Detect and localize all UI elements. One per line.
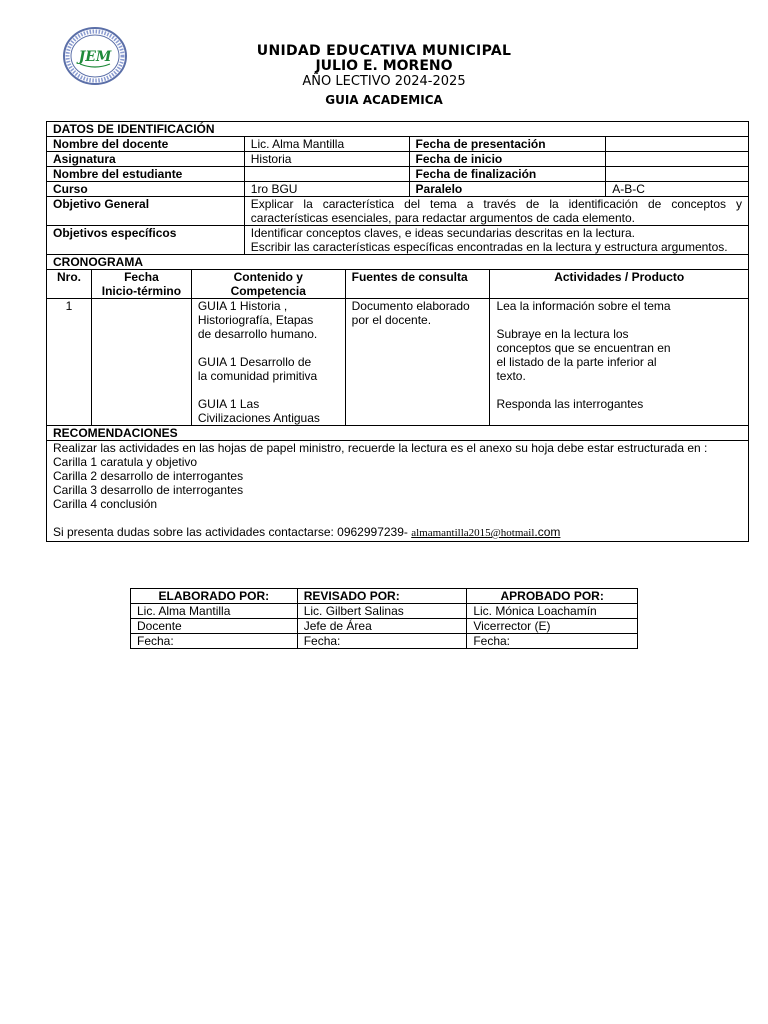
objetivo-general-label: Objetivo General — [47, 197, 245, 226]
contenido-line: Civilizaciones Antiguas — [197, 411, 320, 425]
fecha-final-label: Fecha de finalización — [409, 167, 606, 182]
fecha-inicio-value[interactable] — [606, 152, 749, 167]
sig-name-1: Lic. Alma Mantilla — [131, 604, 298, 619]
objetivo-especifico-2: Escribir las características específicas encontradas en la lectura y estructura argumentos. — [250, 240, 728, 254]
actividad-line: Responda las interrogantes — [496, 397, 644, 411]
row-nro: 1 — [47, 299, 92, 426]
document-title: GUIA ACADEMICA — [325, 93, 443, 107]
fuentes-line: Documento elaborado — [351, 299, 470, 313]
col-header-fecha-line1: Fecha — [124, 270, 159, 284]
col-header-fecha — [91, 270, 191, 299]
actividad-line: conceptos que se encuentran en — [496, 341, 671, 355]
academic-guide-table — [46, 121, 749, 542]
estudiante-label: Nombre del estudiante — [47, 167, 245, 182]
estudiante-value[interactable] — [244, 167, 409, 182]
contact-line — [53, 525, 742, 541]
asignatura-label: Asignatura — [47, 152, 245, 167]
carilla-4: Carilla 4 conclusión — [53, 497, 158, 511]
contenido-line: GUIA 1 Desarrollo de — [197, 355, 312, 369]
school-logo — [62, 26, 128, 86]
objetivo-general-value: Explicar la característica del tema a través de la identificación de conceptos y características esenciales, para redactar argumentos de cada elemento. — [244, 197, 748, 226]
email-user: almamantilla2015@hotmail — [411, 527, 535, 539]
actividad-line: Lea la información sobre el tema — [496, 299, 671, 313]
carilla-1: Carilla 1 caratula y objetivo — [53, 455, 198, 469]
sig-role-3: Vicerrector (E) — [467, 619, 638, 634]
actividad-line: Subraye en la lectura los — [496, 327, 629, 341]
col-header-contenido — [191, 270, 345, 299]
sig-date-2: Fecha: — [297, 634, 467, 649]
actividad-line: texto. — [496, 369, 526, 383]
contact-text: Si presenta dudas sobre las actividades contactarse: 0962997239- — [53, 525, 412, 539]
fuentes-line: por el docente. — [351, 313, 432, 327]
sig-date-3: Fecha: — [467, 634, 638, 649]
col-header-fecha-line2: Inicio-término — [101, 284, 182, 298]
section-identification: DATOS DE IDENTIFICACIÓN — [47, 122, 749, 137]
fecha-inicio-label: Fecha de inicio — [409, 152, 606, 167]
sig-header-aprobado: APROBADO POR: — [467, 589, 638, 604]
section-recomendaciones: RECOMENDACIONES — [47, 426, 749, 441]
objetivos-especificos-label: Objetivos específicos — [47, 226, 245, 255]
objetivo-especifico-1: Identificar conceptos claves, e ideas secundarias descritas en la lectura. — [250, 226, 635, 240]
recomendaciones-body — [47, 441, 749, 542]
col-header-contenido-line1: Contenido y — [233, 270, 303, 284]
sig-role-1: Docente — [131, 619, 298, 634]
contenido-line: la comunidad primitiva — [197, 369, 318, 383]
asignatura-value: Historia — [244, 152, 409, 167]
col-header-contenido-line2: Competencia — [230, 284, 306, 298]
school-name: UNIDAD EDUCATIVA MUNICIPAL — [256, 43, 512, 59]
contenido-line: Historiografía, Etapas — [197, 313, 314, 327]
contenido-line: GUIA 1 Historia , — [197, 299, 288, 313]
col-header-nro: Nro. — [47, 270, 92, 299]
col-header-actividades: Actividades / Producto — [490, 270, 749, 299]
fecha-presentacion-label: Fecha de presentación — [409, 137, 606, 152]
signatures-table — [130, 588, 638, 649]
docente-value: Lic. Alma Mantilla — [244, 137, 409, 152]
row-fecha — [91, 299, 191, 426]
row-contenido — [191, 299, 345, 426]
curso-label: Curso — [47, 182, 245, 197]
school-subname: JULIO E. MORENO — [315, 58, 453, 74]
section-cronograma: CRONOGRAMA — [47, 255, 749, 270]
paralelo-value: A-B-C — [606, 182, 749, 197]
paralelo-label: Paralelo — [409, 182, 606, 197]
sig-header-elaborado: ELABORADO POR: — [131, 589, 298, 604]
sig-name-3: Lic. Mónica Loachamín — [467, 604, 638, 619]
actividad-line: el listado de la parte inferior al — [496, 355, 657, 369]
docente-label: Nombre del docente — [47, 137, 245, 152]
email-tld: .com — [534, 525, 561, 539]
contenido-line: GUIA 1 Las — [197, 397, 260, 411]
recomendacion-text: Realizar las actividades en las hojas de papel ministro, recuerde la lectura es el anexo su hoja debe estar estructurada en : — [53, 441, 708, 455]
row-actividades — [490, 299, 749, 426]
svg-text:JEM: JEM — [78, 49, 112, 65]
contact-email-link[interactable] — [411, 527, 534, 539]
sig-date-1: Fecha: — [131, 634, 298, 649]
carilla-2: Carilla 2 desarrollo de interrogantes — [53, 469, 244, 483]
col-header-fuentes: Fuentes de consulta — [345, 270, 490, 299]
sig-name-2: Lic. Gilbert Salinas — [297, 604, 467, 619]
sig-role-2: Jefe de Área — [297, 619, 467, 634]
fecha-presentacion-value[interactable] — [606, 137, 749, 152]
objetivos-especificos-value — [244, 226, 748, 255]
document-header — [130, 44, 638, 110]
carilla-3: Carilla 3 desarrollo de interrogantes — [53, 483, 244, 497]
school-year: AÑO LECTIVO 2024-2025 — [302, 74, 466, 89]
sig-header-revisado: REVISADO POR: — [297, 589, 467, 604]
curso-value: 1ro BGU — [244, 182, 409, 197]
row-fuentes — [345, 299, 490, 426]
contenido-line: de desarrollo humano. — [197, 327, 318, 341]
fecha-final-value[interactable] — [606, 167, 749, 182]
